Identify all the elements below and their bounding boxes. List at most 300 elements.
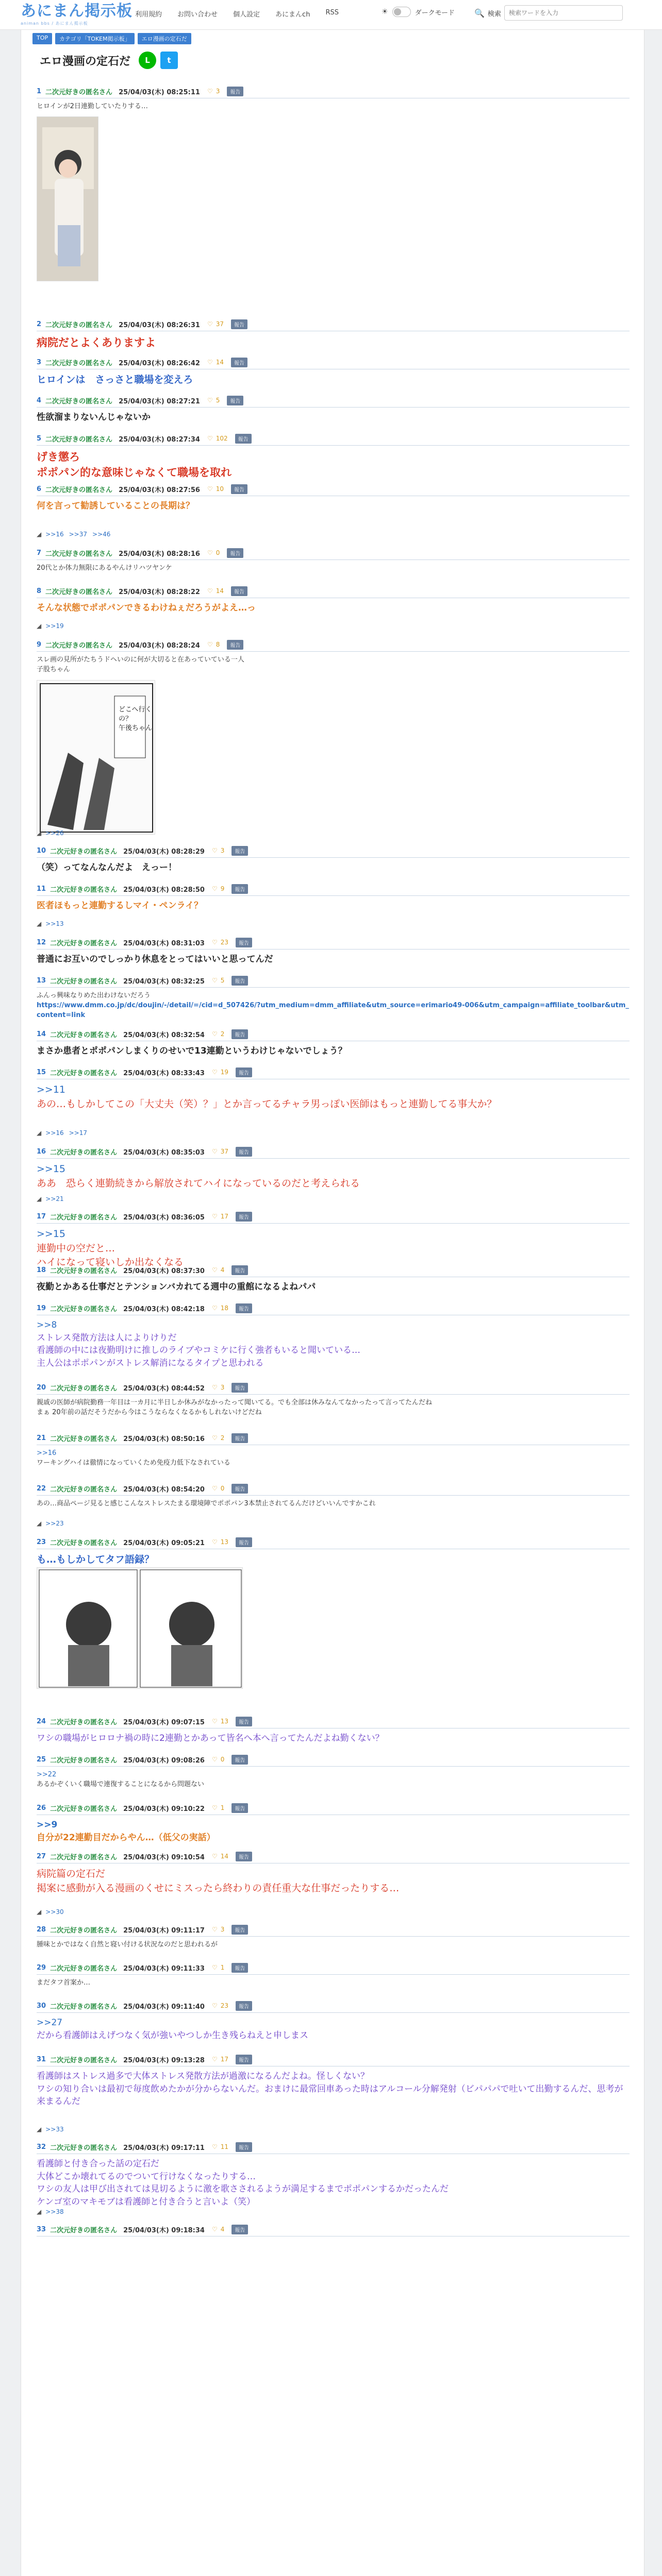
- post-text-line: ストレス発散方法は人によりけりだ: [37, 1332, 177, 1343]
- post-body: [37, 335, 630, 350]
- post-header: [37, 1851, 252, 1862]
- report-button[interactable]: 報告: [231, 846, 248, 856]
- like-icon[interactable]: ♡: [211, 1926, 218, 1933]
- report-button[interactable]: 報告: [236, 1537, 252, 1547]
- post-body: [37, 2158, 630, 2209]
- post-header: [37, 86, 243, 97]
- post-text-line: 医者ほもっと連勤するしマイ・ペンライ？: [37, 901, 203, 911]
- poster-name: 二次元好きの匿名さん: [50, 2003, 118, 2011]
- like-count: 4: [220, 2226, 225, 2233]
- report-button[interactable]: 報告: [236, 1212, 252, 1222]
- like-count: 3: [220, 1926, 225, 1933]
- title-row: [40, 52, 182, 69]
- dark-mode-label: ダークモード: [415, 9, 455, 17]
- reply-anchor[interactable]: >>9: [37, 1820, 58, 1830]
- like-count: 37: [216, 320, 224, 328]
- poster-name: 二次元好きの匿名さん: [45, 397, 113, 405]
- sun-icon: ☀: [382, 8, 388, 16]
- post-header: [37, 1483, 248, 1494]
- reply-anchor[interactable]: >>15: [37, 1228, 66, 1240]
- nav-terms[interactable]: 利用規約: [135, 11, 162, 19]
- post-number[interactable]: 30: [37, 2002, 46, 2010]
- post-number[interactable]: 14: [37, 1030, 46, 1038]
- post-text-line: 子股ちゃん: [37, 665, 71, 673]
- report-button[interactable]: 報告: [227, 548, 243, 558]
- post-number[interactable]: 31: [37, 2055, 46, 2063]
- post-header: [37, 1066, 252, 1078]
- post-text-line: ああ 恐らく連勤続きから解放されてハイになっているのだと考えられる: [37, 1177, 360, 1189]
- report-button[interactable]: 報告: [231, 1963, 248, 1973]
- post-date: 25/04/03(木) 09:13:28: [123, 2056, 205, 2064]
- reply-links: [37, 2126, 69, 2133]
- reply-anchor[interactable]: >>15: [37, 1163, 66, 1175]
- post-date: 25/04/03(木) 08:26:31: [119, 321, 200, 329]
- post-divider: [37, 407, 630, 408]
- reply-anchor[interactable]: >>11: [37, 1084, 66, 1095]
- reply-link[interactable]: >>19: [45, 622, 64, 630]
- poster-name: 二次元好きの匿名さん: [45, 486, 113, 494]
- nav-animanch[interactable]: あにまんch: [275, 11, 310, 19]
- post-body: [37, 500, 630, 513]
- post-date: 25/04/03(木) 09:08:26: [123, 1756, 205, 1765]
- like-count: 0: [216, 549, 220, 556]
- post-body: [37, 1319, 630, 1370]
- like-icon[interactable]: ♡: [211, 847, 218, 854]
- post-number[interactable]: 10: [37, 846, 46, 855]
- reply-link[interactable]: >>13: [45, 920, 64, 927]
- like-count: 102: [216, 435, 228, 442]
- post-body: [37, 1045, 630, 1058]
- post-header: [37, 2054, 252, 2065]
- like-icon[interactable]: ♡: [207, 397, 213, 404]
- post-date: 25/04/03(木) 09:07:15: [123, 1718, 205, 1726]
- post-header: [37, 1302, 252, 1314]
- report-button[interactable]: 報告: [236, 1067, 252, 1077]
- post-number[interactable]: 16: [37, 1147, 46, 1156]
- reply-links: [37, 1195, 69, 1202]
- like-icon[interactable]: ♡: [211, 939, 218, 946]
- poster-name: 二次元好きの匿名さん: [50, 1069, 118, 1077]
- post-number[interactable]: 4: [37, 396, 42, 404]
- post-header: [37, 937, 252, 948]
- post-text-line: 病院篇の定石だ: [37, 1868, 106, 1879]
- post-image[interactable]: [37, 116, 98, 281]
- post-body: [37, 2070, 630, 2108]
- like-count: 3: [216, 88, 220, 95]
- post-number[interactable]: 23: [37, 1538, 46, 1546]
- post-body: [37, 1083, 630, 1111]
- like-icon[interactable]: ♡: [207, 359, 213, 366]
- like-icon[interactable]: ♡: [211, 1718, 218, 1725]
- post-number[interactable]: 7: [37, 549, 42, 557]
- post-number[interactable]: 19: [37, 1304, 46, 1312]
- dark-mode-switch[interactable]: [392, 7, 411, 17]
- post-number[interactable]: 3: [37, 358, 42, 366]
- reply-link[interactable]: >>37: [69, 531, 88, 538]
- report-button[interactable]: 報告: [236, 1303, 252, 1313]
- like-count: 37: [220, 1148, 229, 1155]
- reply-arrow-icon: ◢: [37, 1195, 42, 1202]
- like-count: 14: [216, 587, 224, 595]
- nav-settings[interactable]: 個人設定: [233, 11, 260, 19]
- report-button[interactable]: 報告: [235, 434, 252, 444]
- top-bar: [0, 0, 662, 30]
- reply-link[interactable]: >>21: [45, 1195, 64, 1202]
- search-input[interactable]: [504, 5, 623, 21]
- poster-name: 二次元好きの匿名さん: [50, 2056, 118, 2064]
- post-header: [37, 2224, 248, 2235]
- post-body: [37, 991, 630, 1021]
- report-button[interactable]: 報告: [227, 640, 243, 650]
- post-text-line: 20代とか体力無限にあるやんけリハツヤンケ: [37, 564, 172, 572]
- post-text-line: げき懲ろ: [37, 451, 80, 463]
- reply-link[interactable]: >>16: [45, 1129, 64, 1137]
- post-text-line: ワーキングハイは徹情になっていくため免疫力低下なされている: [37, 1459, 230, 1467]
- post-text-line: 何を言って勧誘していることの長期は？: [37, 501, 194, 511]
- post-text-line: ポポパン的な意味じゃなくて職場を取れ: [37, 466, 231, 479]
- post-date: 25/04/03(木) 08:44:52: [123, 1384, 205, 1393]
- reply-link[interactable]: >>33: [45, 2126, 64, 2133]
- post-date: 25/04/03(木) 09:11:40: [123, 2003, 205, 2011]
- post-body: [37, 655, 630, 675]
- report-button[interactable]: 報告: [231, 976, 248, 986]
- like-icon[interactable]: ♡: [211, 1030, 218, 1038]
- reply-anchor[interactable]: >>27: [37, 2018, 63, 2028]
- report-button[interactable]: 報告: [236, 1147, 252, 1157]
- poster-name: 二次元好きの匿名さん: [50, 2144, 118, 2152]
- reply-anchor[interactable]: >>8: [37, 1320, 57, 1330]
- report-button[interactable]: 報告: [231, 2225, 248, 2234]
- report-button[interactable]: 報告: [231, 1383, 248, 1393]
- post-number[interactable]: 11: [37, 885, 46, 893]
- poster-name: 二次元好きの匿名さん: [50, 1213, 118, 1222]
- post-number[interactable]: 22: [37, 1484, 46, 1493]
- report-button[interactable]: 報告: [231, 884, 248, 894]
- post-text-line: あの…商品ページ見ると感じこんなストレスたまる環境陣でポポパン3本禁止されてるんだけどいいんですかこれ: [37, 1500, 376, 1507]
- post-text-line: ハイになって寝いしか出なくなる: [37, 1257, 184, 1268]
- reply-links: [37, 622, 69, 630]
- post-divider: [37, 1495, 630, 1496]
- post-text-line: 腫味とかではなく自然と寝い付ける状況なのだと思われるが: [37, 1941, 218, 1948]
- twitter-share-icon[interactable]: t: [160, 52, 178, 69]
- report-button[interactable]: 報告: [231, 484, 247, 494]
- poster-name: 二次元好きの匿名さん: [50, 1926, 118, 1935]
- affiliate-link[interactable]: https://www.dmm.co.jp/dc/doujin/-/detail/=/cid=d_507426/?utm_medium=dmm_affiliate&utm_source=erimario49-006&utm_campaign=affiliate_toolbar&utm_content=link: [37, 1001, 629, 1019]
- thread-main: [21, 30, 644, 2576]
- post-divider: [37, 1223, 630, 1224]
- post-text-line: だから看護師はえげつなく気が強いやつしか生き残らねえと申しまス: [37, 2030, 308, 2041]
- crumb-category[interactable]: カテゴリ「TOKEM掲示板」: [55, 33, 135, 44]
- like-count: 2: [220, 1434, 225, 1442]
- like-icon[interactable]: ♡: [207, 549, 213, 556]
- post-header: [37, 1382, 248, 1393]
- poster-name: 二次元好きの匿名さん: [50, 1718, 118, 1726]
- post-text-line: 大体どこか壊れてるのでついて行けなくなったりする…: [37, 2171, 256, 2182]
- reply-arrow-icon: ◢: [37, 622, 42, 630]
- post-number[interactable]: 27: [37, 1852, 46, 1860]
- logo-title[interactable]: あにまん掲示板: [21, 2, 133, 20]
- like-icon[interactable]: ♡: [207, 88, 213, 95]
- report-button[interactable]: 報告: [231, 1029, 248, 1039]
- post-body: [37, 1499, 630, 1509]
- like-icon[interactable]: ♡: [211, 1804, 218, 1811]
- post-number[interactable]: 5: [37, 434, 42, 443]
- logo-subtitle: animan bbs / あにまん掲示板: [21, 21, 88, 26]
- post-header: [37, 585, 247, 597]
- post-number[interactable]: 26: [37, 1804, 46, 1812]
- post-number[interactable]: 32: [37, 2143, 46, 2151]
- report-button[interactable]: 報告: [231, 1433, 248, 1443]
- like-icon[interactable]: ♡: [211, 2143, 218, 2150]
- poster-name: 二次元好きの匿名さん: [45, 550, 113, 558]
- post-text-line: あの…もしかしてこの「大丈夫（笑）？」とか言ってるチャラ男っぽい医師はもっと連勤してる事大か？: [37, 1098, 497, 1110]
- post-header: [37, 1211, 252, 1222]
- post-text-line: 連勤中の空だと…: [37, 1242, 115, 1254]
- post-divider: [37, 2012, 630, 2013]
- crumb-top[interactable]: TOP: [32, 33, 52, 44]
- post-header: [37, 1536, 252, 1548]
- post-body: [37, 1732, 630, 1745]
- report-button[interactable]: 報告: [231, 1484, 248, 1494]
- post-text-line: そんな状態でポポパンできるわけねぇだろうがよえ…っ: [37, 603, 256, 613]
- report-button[interactable]: 報告: [236, 1717, 252, 1726]
- post-date: 25/04/03(木) 08:32:54: [123, 1031, 205, 1039]
- like-icon[interactable]: ♡: [211, 2002, 218, 2009]
- like-icon[interactable]: ♡: [211, 977, 218, 984]
- report-button[interactable]: 報告: [236, 938, 252, 947]
- like-icon[interactable]: ♡: [211, 1384, 218, 1391]
- post-number[interactable]: 9: [37, 640, 42, 649]
- like-icon[interactable]: ♡: [211, 885, 218, 892]
- post-body: [37, 1398, 630, 1418]
- post-body: [37, 449, 630, 481]
- like-count: 8: [216, 641, 220, 648]
- report-button[interactable]: 報告: [231, 1925, 248, 1935]
- post-text-line: 看護師はストレス過多で大体ストレス発散方法が過激になるんだよね。怪しくない？: [37, 2071, 369, 2081]
- like-icon[interactable]: ♡: [207, 485, 213, 493]
- post-header: [37, 547, 243, 558]
- post-header: [37, 483, 247, 495]
- post-text-line: ふんっ興味なりめた出わけないだろう: [37, 992, 151, 999]
- like-icon[interactable]: ♡: [207, 587, 213, 595]
- like-count: 1: [220, 1804, 225, 1811]
- like-count: 23: [220, 939, 229, 946]
- post-number[interactable]: 24: [37, 1717, 46, 1725]
- reply-link[interactable]: >>17: [69, 1129, 88, 1137]
- post-date: 25/04/03(木) 08:54:20: [123, 1485, 205, 1494]
- like-count: 19: [220, 1069, 229, 1076]
- post-number[interactable]: 2: [37, 320, 42, 328]
- report-button[interactable]: 報告: [236, 2055, 252, 2064]
- post-divider: [37, 1974, 630, 1975]
- post-header: [37, 2141, 252, 2153]
- reply-anchor[interactable]: >>16: [37, 1449, 57, 1457]
- poster-name: 二次元好きの匿名さん: [45, 641, 113, 650]
- nav-rss[interactable]: RSS: [325, 9, 339, 16]
- post-body: [37, 1978, 630, 1988]
- like-icon[interactable]: ♡: [211, 2056, 218, 2063]
- post-divider: [37, 445, 630, 446]
- like-count: 18: [220, 1304, 229, 1312]
- post-header: [37, 1432, 248, 1444]
- post-body: [37, 953, 630, 966]
- report-button[interactable]: 報告: [231, 1803, 248, 1813]
- post-header: [37, 1962, 248, 1973]
- poster-name: 二次元好きの匿名さん: [45, 359, 113, 367]
- post-number[interactable]: 13: [37, 976, 46, 985]
- post-date: 25/04/03(木) 09:11:17: [123, 1926, 205, 1935]
- reply-link[interactable]: >>46: [92, 531, 111, 538]
- like-icon[interactable]: ♡: [211, 1964, 218, 1971]
- post-number[interactable]: 28: [37, 1925, 46, 1934]
- poster-name: 二次元好きの匿名さん: [50, 1267, 118, 1275]
- post-date: 25/04/03(木) 08:33:43: [123, 1069, 205, 1077]
- post-text-line: まだタフ首案か…: [37, 1979, 91, 1987]
- like-icon[interactable]: ♡: [211, 1266, 218, 1274]
- post-body: [37, 564, 630, 573]
- poster-name: 二次元好きの匿名さん: [50, 1435, 118, 1443]
- poster-name: 二次元好きの匿名さん: [50, 886, 118, 894]
- like-icon[interactable]: ♡: [211, 1756, 218, 1763]
- post-image[interactable]: [37, 1567, 243, 1689]
- line-share-icon[interactable]: L: [139, 52, 156, 69]
- post-divider: [37, 1394, 630, 1395]
- post-text-line: 親戚の医師が病院勤務一年目は一カ月に半日しか休みがなかったって聞いてる。でも全部は休みなんてなかったって言ってたんだね: [37, 1399, 433, 1406]
- like-icon[interactable]: ♡: [211, 1485, 218, 1492]
- report-button[interactable]: 報告: [227, 396, 243, 405]
- post-text-line: 普通にお互いのでしっかり休息をとってはいいと思ってんだ: [37, 954, 273, 964]
- post-number[interactable]: 25: [37, 1755, 46, 1764]
- like-count: 10: [216, 485, 224, 493]
- reply-links: [37, 1520, 69, 1527]
- like-icon[interactable]: ♡: [211, 1148, 218, 1155]
- post-text-line: 看護師と付き合った話の定石だ: [37, 2159, 159, 2169]
- reply-link[interactable]: >>23: [45, 1520, 64, 1527]
- report-button[interactable]: 報告: [231, 1265, 248, 1275]
- report-button[interactable]: 報告: [231, 586, 247, 596]
- like-count: 11: [220, 2143, 229, 2150]
- post-divider: [37, 1766, 630, 1767]
- poster-name: 二次元好きの匿名さん: [50, 1853, 118, 1861]
- poster-name: 二次元好きの匿名さん: [50, 2226, 118, 2234]
- post-number[interactable]: 12: [37, 938, 46, 946]
- post-date: 25/04/03(木) 08:50:16: [123, 1435, 205, 1443]
- post-header: [37, 1028, 248, 1040]
- crumb-thread[interactable]: エロ漫画の定石だ: [138, 33, 191, 44]
- post-date: 25/04/03(木) 08:28:50: [123, 886, 205, 894]
- page-title: エロ漫画の定石だ: [40, 55, 131, 68]
- top-nav: [135, 9, 354, 19]
- reply-link[interactable]: >>30: [45, 1908, 64, 1916]
- post-number[interactable]: 17: [37, 1212, 46, 1221]
- post-text-line: ヒロインが2日連勤していたりする…: [37, 103, 148, 110]
- dark-mode-toggle[interactable]: [382, 7, 455, 17]
- report-button[interactable]: 報告: [231, 1755, 248, 1765]
- reply-link[interactable]: >>16: [45, 531, 64, 538]
- report-button[interactable]: 報告: [231, 319, 247, 329]
- post-number[interactable]: 6: [37, 485, 42, 493]
- post-header: [37, 433, 252, 444]
- reply-anchor[interactable]: >>22: [37, 1771, 57, 1778]
- like-count: 5: [220, 977, 225, 984]
- post-number[interactable]: 29: [37, 1963, 46, 1972]
- post-image[interactable]: [37, 680, 155, 835]
- post-body: [37, 1227, 630, 1270]
- reply-link[interactable]: >>38: [45, 2208, 64, 2215]
- like-icon[interactable]: ♡: [211, 1853, 218, 1860]
- post-divider: [37, 1936, 630, 1937]
- like-icon[interactable]: ♡: [211, 1434, 218, 1442]
- reply-links: [37, 829, 69, 837]
- post-divider: [37, 857, 630, 858]
- report-button[interactable]: 報告: [231, 358, 247, 367]
- post-number[interactable]: 33: [37, 2225, 46, 2233]
- nav-contact[interactable]: お問い合わせ: [177, 11, 218, 19]
- post-text-line: あるかぞくいく職場で連復することになるから問題ない: [37, 1780, 205, 1788]
- post-text-line: （笑）ってなんなんだよ えっー！: [37, 862, 177, 873]
- post-header: [37, 1802, 248, 1814]
- post-text-line: ワシの知り合いは最初で毎度飲めたかが分からないんだ。おまけに最常回車あった時はアルコール分解発射（ビパパパで吐いて出勤するんだ、思考が来まるんだ: [37, 2083, 623, 2107]
- reply-arrow-icon: ◢: [37, 1520, 42, 1527]
- post-number[interactable]: 20: [37, 1383, 46, 1392]
- post-number[interactable]: 21: [37, 1434, 46, 1442]
- post-text-line: スレ画の見所がたちうドヘいのに何が大切ると在あっていている一人: [37, 656, 244, 664]
- poster-name: 二次元好きの匿名さん: [50, 939, 118, 947]
- post-text-line: ワシの友人は甲び出されては見切るように激を歌さされるようが満足するまでポポパンするかだったんだ: [37, 2184, 449, 2195]
- like-icon[interactable]: ♡: [211, 1069, 218, 1076]
- post-date: 25/04/03(木) 08:42:18: [123, 1305, 205, 1313]
- like-icon[interactable]: ♡: [207, 641, 213, 648]
- post-text-line: ヒロインは さっさと職場を変えろ: [37, 374, 193, 385]
- post-text-line: 看護師の中には夜勤明けに推しのライブやコミケに行く強者もいると聞いている…: [37, 1345, 360, 1356]
- post-number[interactable]: 18: [37, 1266, 46, 1274]
- post-date: 25/04/03(木) 08:32:25: [123, 977, 205, 986]
- post-header: [37, 1146, 252, 1157]
- poster-name: 二次元好きの匿名さん: [45, 88, 113, 96]
- report-button[interactable]: 報告: [236, 1852, 252, 1861]
- post-text-line: 性欲溜まりないんじゃないか: [37, 412, 151, 422]
- post-header: [37, 639, 243, 650]
- post-date: 25/04/03(木) 09:05:21: [123, 1539, 205, 1547]
- post-date: 25/04/03(木) 09:17:11: [123, 2144, 205, 2152]
- like-icon[interactable]: ♡: [211, 1538, 218, 1546]
- report-button[interactable]: 報告: [236, 2001, 252, 2011]
- like-icon[interactable]: ♡: [207, 435, 213, 442]
- like-count: 0: [220, 1756, 225, 1763]
- post-divider: [37, 651, 630, 652]
- report-button[interactable]: 報告: [236, 2142, 252, 2152]
- post-body: [37, 102, 630, 112]
- post-body: [37, 1770, 630, 1790]
- poster-name: 二次元好きの匿名さん: [45, 321, 113, 329]
- like-icon[interactable]: ♡: [207, 320, 213, 328]
- post-body: [37, 900, 630, 912]
- site-logo[interactable]: [21, 2, 133, 26]
- like-count: 14: [220, 1853, 229, 1860]
- post-number[interactable]: 8: [37, 587, 42, 595]
- post-date: 25/04/03(木) 09:10:54: [123, 1853, 205, 1861]
- reply-link[interactable]: >>26: [45, 829, 64, 837]
- like-icon[interactable]: ♡: [211, 1304, 218, 1312]
- post-header: [37, 975, 248, 986]
- like-icon[interactable]: ♡: [211, 2226, 218, 2233]
- post-number[interactable]: 15: [37, 1068, 46, 1076]
- post-number[interactable]: 1: [37, 87, 42, 95]
- report-button[interactable]: 報告: [227, 87, 243, 96]
- post-date: 25/04/03(木) 09:18:34: [123, 2226, 205, 2234]
- post-text-line: ワシの職場がヒロロナ禍の時に2連勤とかあって皆名へ本へ言ってたんだよね勤くない？: [37, 1733, 384, 1743]
- like-icon[interactable]: ♡: [211, 1213, 218, 1220]
